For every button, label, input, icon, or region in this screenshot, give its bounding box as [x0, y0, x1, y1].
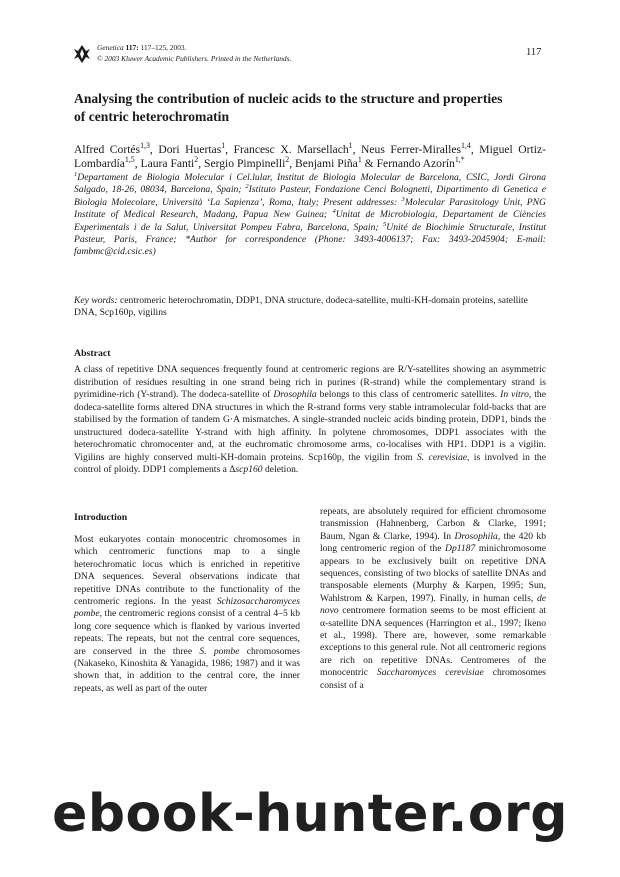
author-affiliation-mark: 1,* [454, 155, 465, 165]
affiliation-mark: 3 [401, 195, 405, 203]
author-name: Neus Ferrer-Miralles [361, 143, 461, 156]
affiliation-text: Unité de Biochimie Structurale, Institut Pasteur, Paris, France; *Author for correspondence (Phone: 3493-4006137; Fax: 3493-2045904; E-mail: fambmc@cid.csic.es) [74, 221, 546, 258]
intro-text-segment: Most eukaryotes contain monocentric chromosomes in which centromeric functions map to a single heterochromatic locus which is enriched in repetitive DNA sequences. Several observations indicate that repetitive DNAs contribute to the functionality of the centromeric regions. In the yeast [74, 534, 300, 608]
abstract-segment: belongs to this class of centromeric satellites. [316, 389, 501, 400]
intro-text-segment: S. pombe [199, 645, 240, 657]
author-name: Francesc X. Marsellach [233, 143, 349, 156]
author-separator: , [225, 143, 234, 156]
intro-text-segment: centromere formation seems to be most efficient at α-satellite DNA sequences (Harrington et al., 1997; Ikeno et al., 1998). There are, however, some remarkable exceptions to this general rule. Not all centromeric regions are rich on repetitive DNAs. Centromeres of the monocentric [320, 605, 546, 679]
abstract-segment: , the dodeca-satellite forms altered DNA structures in which the R-strand forms very stable intramolecular fold-backs that are stabilised by the formation of tandem G·A mismatches. A single-stranded nucleic acids binding protein, DDP1, binds the unstructured dodeca-satellite Y-strand with high affinity. In polytene chromosomes, DDP1 associates with the heterochromatic chromocenter and, at the euchromatic chromosome arms, co-localises with HP1. DDP1 is a vigilin. Vigilins are highly conserved multi-KH-domain proteins. Scp160p, the vigilin from [74, 389, 546, 463]
author-separator: , [134, 157, 141, 171]
keywords [74, 295, 546, 320]
author-affiliation-mark: 1 [221, 141, 226, 151]
watermark: ebook-hunter.org [52, 784, 568, 844]
introduction-right-column [320, 506, 546, 692]
intro-text-segment: Dp1187 [445, 543, 476, 555]
abstract-segment: S. cerevisiae [416, 451, 468, 463]
intro-text-segment: chromosomes consist of a [320, 667, 546, 691]
journal-name: Genetica [97, 43, 124, 52]
author-separator: , [198, 157, 205, 171]
abstract-segment: Drosophila [273, 389, 317, 400]
author-separator: , [470, 143, 480, 156]
affiliation-mark: 2 [245, 183, 249, 191]
affiliation-text: Departament de Biologia Molecular i Cel.lular, Institut de Biologia Molecular de Barcelona, CSIC, Jordi Girona Salgado, 18-26, 08034, Barcelona, Spain; [74, 172, 546, 196]
author-separator: , [352, 143, 362, 156]
intro-text-segment: repeats, are absolutely required for efficient chromosome transmission (Hahnenberg, Carbon & Clarke, 1991; Baum, Ngan & Clarke, 1994). In [320, 506, 546, 542]
affiliation-mark: 5 [383, 220, 387, 228]
abstract-segment: deletion. [262, 464, 299, 475]
author-name: Benjami Piña [295, 157, 358, 171]
author-name: Dori Huertas [158, 143, 222, 156]
affiliation-mark: 1 [74, 170, 78, 178]
keywords-label: Key words: [74, 295, 118, 306]
author-affiliation-mark: 1 [348, 141, 353, 151]
intro-text-segment: Saccharomyces cerevisiae [376, 667, 484, 679]
affiliation-text: Molecular Parasitology Unit, PNG Institute of Medical Research, Madang, Papua New Guinea; [74, 196, 546, 221]
intro-text-segment: chromosomes (Nakaseko, Kinoshita & Yanagida, 1986; 1987) and it was shown that, in addition to the central core, the inner repeats, as well as part of the outer [74, 645, 300, 694]
author-affiliation-mark: 1 [357, 155, 362, 165]
paper-title: Analysing the contribution of nucleic acids to the structure and properties of centric heterochromatin [74, 91, 503, 124]
author-affiliation-mark: 1,4 [461, 141, 471, 151]
abstract-text [74, 364, 546, 477]
author-name: Alfred Cortés [74, 143, 141, 156]
author-separator: & [361, 157, 377, 171]
abstract-segment: In vitro [500, 389, 529, 400]
author-name: Sergio Pimpinelli [204, 157, 286, 171]
author-affiliation-mark: 2 [285, 155, 290, 165]
copyright-line: © 2003 Kluwer Academic Publishers. Printed in the Netherlands. [97, 53, 292, 63]
author-affiliation-mark: 1,5 [124, 155, 135, 165]
page-number: 117 [526, 47, 542, 58]
introduction-left-column [74, 534, 300, 695]
abstract-segment: scp160 [235, 464, 263, 475]
author-separator: , [149, 143, 159, 156]
keywords-text: centromeric heterochromatin, DDP1, DNA structure, dodeca-satellite, multi-KH-domain proteins, satellite DNA, Scp160p, vigilins [74, 295, 528, 319]
journal-pages: 117–125, 2003. [140, 43, 187, 52]
publisher-logo-icon [73, 44, 91, 64]
intro-text-segment: , the centromeric regions consist of a central 4–5 kb long core sequence which is flanked by various inverted repeats. The repeats, but not the central core sequences, are conserved in the three [74, 608, 300, 657]
intro-text-segment: de novo [320, 592, 546, 617]
author-name: Fernando Azorín [376, 157, 455, 171]
affiliation-mark: 4 [332, 208, 336, 216]
intro-text-segment: Drosophila [454, 530, 498, 542]
affiliation-text: Istituto Pasteur, Fondazione Cenci Bolognetti, Dipartimento di Genetica e Biologia Molecolare, Università ‘La Sapienza’, Roma, Italy; Present addresses: [74, 184, 546, 208]
journal-info [97, 43, 291, 64]
author-affiliation-mark: 1,3 [140, 141, 150, 151]
abstract-segment: , is involved in the control of ploidy. DDP1 complements a Δ [74, 451, 546, 475]
abstract-heading: Abstract [74, 348, 111, 359]
introduction-heading: Introduction [74, 512, 128, 523]
abstract-segment: A class of repetitive DNA sequences frequently found at centromeric regions are R/Y-satellites showing an asymmetric distribution of residues resulting in one strand being rich in purines (R-strand) while the complementary strand is pyrimidine-rich (Y-strand). The dodeca-satellite of [74, 364, 546, 400]
author-list [74, 143, 546, 171]
author-separator: , [289, 157, 296, 171]
author-name: Miguel Ortiz-Lombardía [74, 143, 546, 171]
author-affiliation-mark: 2 [194, 155, 199, 165]
journal-volume: 117: [125, 43, 139, 52]
affiliation-text: Unitat de Microbiologia, Departament de Ciències Experimentals i de la Salut, Universitat Pompeu Fabra, Barcelona, Spain; [74, 209, 546, 233]
affiliations [74, 172, 546, 259]
intro-text-segment: Schizosaccharomyces pombe [74, 596, 300, 620]
intro-text-segment: minichromosome appears to be exclusively built on repetitive DNA sequences, consisting of two blocks of satellite DNAs and transposable elements (Murphy & Karpen, 1995; Sun, Wahlstrom & Karpen, 1997). Finally, in human cells, [320, 543, 546, 604]
intro-text-segment: , the 420 kb long centromeric region of the [320, 530, 546, 555]
author-name: Laura Fanti [140, 157, 195, 171]
